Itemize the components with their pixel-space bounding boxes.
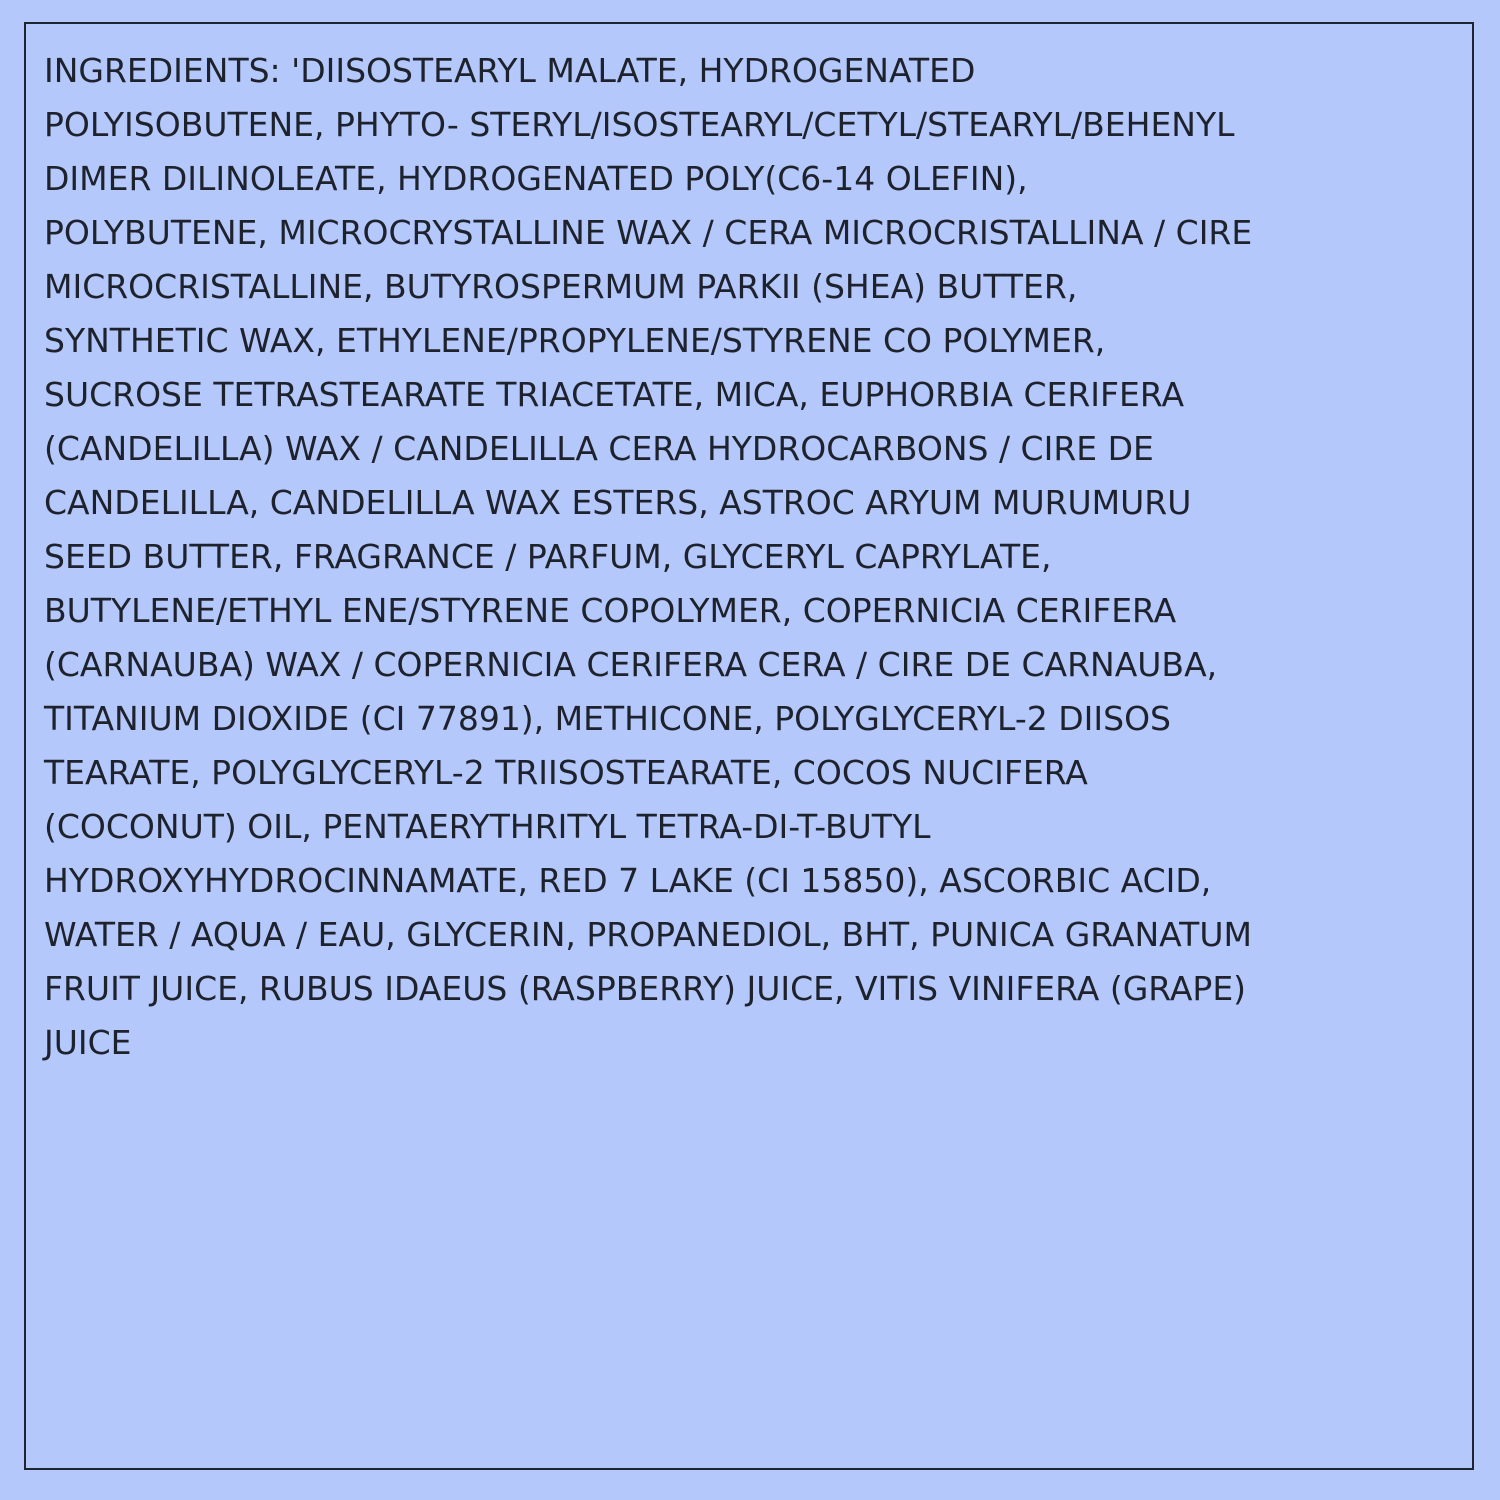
- ingredient-line: DIMER DILINOLEATE, HYDROGENATED POLY(C6-14 OLEFIN),: [44, 159, 1028, 198]
- ingredient-line: MICROCRISTALLINE, BUTYROSPERMUM PARKII (SHEA) BUTTER,: [44, 267, 1078, 306]
- ingredient-line: (CANDELILLA) WAX / CANDELILLA CERA HYDROCARBONS / CIRE DE: [44, 429, 1154, 468]
- ingredient-line: BUTYLENE/ETHYL ENE/STYRENE COPOLYMER, COPERNICIA CERIFERA: [44, 591, 1177, 630]
- ingredient-line: WATER / AQUA / EAU, GLYCERIN, PROPANEDIOL, BHT, PUNICA GRANATUM: [44, 915, 1252, 954]
- ingredient-line: CANDELILLA, CANDELILLA WAX ESTERS, ASTROC ARYUM MURUMURU: [44, 483, 1192, 522]
- ingredients-text-block: [44, 44, 1464, 1070]
- ingredient-line: TITANIUM DIOXIDE (CI 77891), METHICONE, POLYGLYCERYL-2 DIISOS: [44, 699, 1171, 738]
- ingredient-line: SUCROSE TETRASTEARATE TRIACETATE, MICA, EUPHORBIA CERIFERA: [44, 375, 1185, 414]
- ingredient-line: SYNTHETIC WAX, ETHYLENE/PROPYLENE/STYRENE CO POLYMER,: [44, 321, 1106, 360]
- ingredient-line: (COCONUT) OIL, PENTAERYTHRITYL TETRA-DI-T-BUTYL: [44, 807, 931, 846]
- ingredient-line: TEARATE, POLYGLYCERYL-2 TRIISOSTEARATE, COCOS NUCIFERA: [44, 753, 1088, 792]
- ingredient-line: FRUIT JUICE, RUBUS IDAEUS (RASPBERRY) JUICE, VITIS VINIFERA (GRAPE): [44, 969, 1247, 1008]
- ingredient-line: INGREDIENTS: 'DIISOSTEARYL MALATE, HYDROGENATED: [44, 51, 976, 90]
- ingredient-line: POLYBUTENE, MICROCRYSTALLINE WAX / CERA MICROCRISTALLINA / CIRE: [44, 213, 1253, 252]
- ingredient-line: SEED BUTTER, FRAGRANCE / PARFUM, GLYCERYL CAPRYLATE,: [44, 537, 1052, 576]
- ingredient-line: HYDROXYHYDROCINNAMATE, RED 7 LAKE (CI 15850), ASCORBIC ACID,: [44, 861, 1212, 900]
- ingredient-line: (CARNAUBA) WAX / COPERNICIA CERIFERA CERA / CIRE DE CARNAUBA,: [44, 645, 1218, 684]
- ingredient-line: POLYISOBUTENE, PHYTO- STERYL/ISOSTEARYL/CETYL/STEARYL/BEHENYL: [44, 105, 1235, 144]
- ingredient-line: JUICE: [44, 1023, 132, 1062]
